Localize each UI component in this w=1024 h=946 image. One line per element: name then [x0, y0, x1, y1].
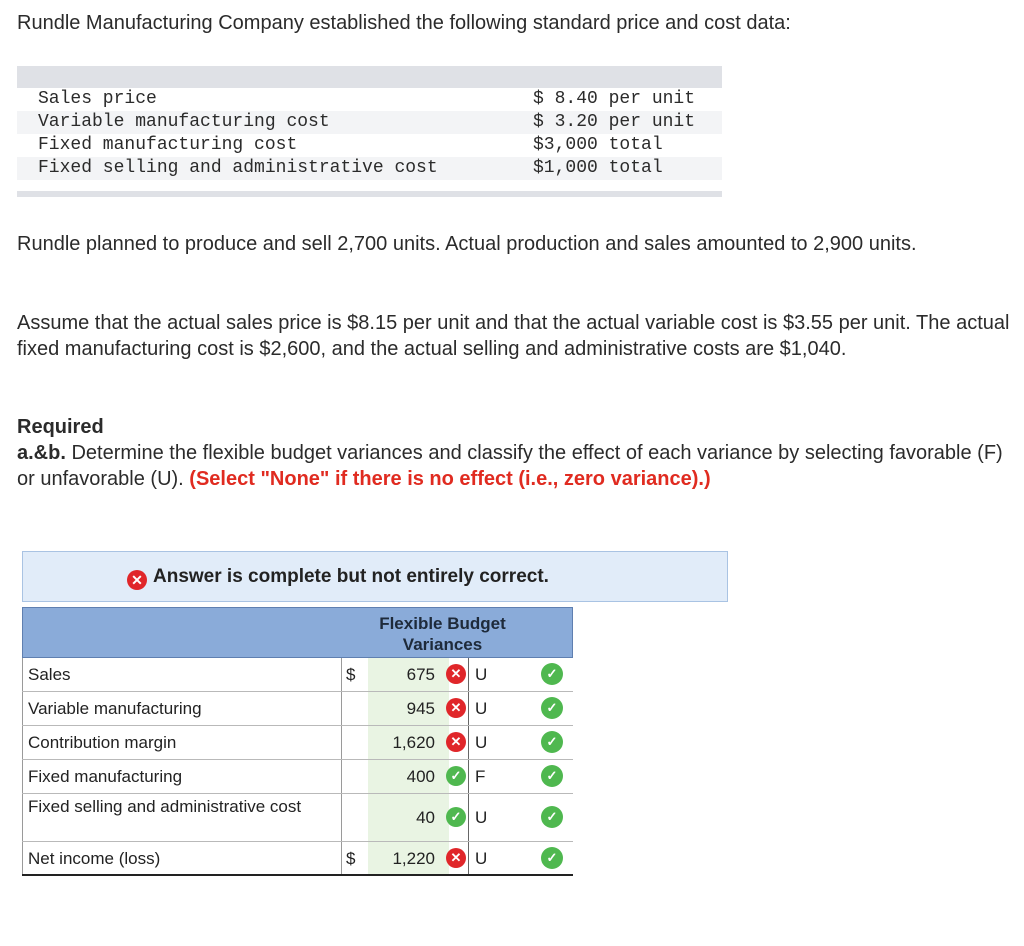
std-value: $1,000 total	[533, 158, 663, 178]
row-label: Sales	[28, 665, 71, 684]
x-circle-icon: ✕	[127, 570, 147, 590]
dollar-sign: $	[346, 849, 356, 868]
effect-select[interactable]	[468, 842, 512, 874]
effect-value: U	[475, 733, 488, 752]
amount-input[interactable]	[368, 726, 449, 759]
amount-value: 945	[406, 699, 435, 718]
correct-check-icon: ✓	[541, 697, 563, 719]
std-row	[17, 157, 722, 180]
amount-value: 40	[416, 808, 435, 827]
required-section	[17, 414, 1012, 492]
standard-cost-table	[17, 66, 722, 197]
std-label: Fixed selling and administrative cost	[38, 158, 438, 178]
incorrect-icon: ✕	[446, 848, 466, 868]
std-row	[17, 88, 722, 111]
effect-value: U	[475, 665, 488, 684]
dollar-sign: $	[346, 665, 356, 684]
amount-value: 1,220	[392, 849, 435, 868]
effect-value: U	[475, 699, 488, 718]
row-label: Variable manufacturing	[28, 699, 202, 718]
std-value: $ 8.40 per unit	[533, 89, 696, 109]
amount-value: 400	[406, 767, 435, 786]
table-bottom-bar	[17, 191, 722, 197]
banner-message	[127, 566, 549, 590]
amount-input[interactable]	[368, 692, 449, 725]
variance-table	[22, 607, 573, 875]
required-title: Required	[17, 416, 104, 438]
incorrect-icon: ✕	[446, 732, 466, 752]
std-label: Sales price	[38, 89, 157, 109]
amount-value: 675	[406, 665, 435, 684]
table-row	[22, 692, 573, 726]
row-label-cell	[22, 726, 342, 759]
row-label-cell	[22, 760, 342, 793]
std-row	[17, 134, 722, 157]
row-label-cell	[22, 842, 342, 874]
row-label: Contribution margin	[28, 733, 177, 752]
table-row	[22, 842, 573, 876]
planned-production-text: Rundle planned to produce and sell 2,700 units. Actual production and sales amounted to 2,900 units.	[17, 233, 917, 255]
correct-check-icon: ✓	[541, 806, 563, 828]
row-label-cell	[22, 794, 342, 841]
std-value: $3,000 total	[533, 135, 663, 155]
correct-check-icon: ✓	[541, 663, 563, 685]
row-label: Fixed manufacturing	[28, 767, 183, 786]
column-header: Flexible Budget Variances	[379, 614, 506, 654]
table-row	[22, 794, 573, 842]
intro-text: Rundle Manufacturing Company established the following standard price and cost data:	[17, 12, 791, 34]
amount-input[interactable]	[368, 842, 449, 874]
instruction-text: Determine the flexible budget variances and classify the effect of each variance by selecting favorable (F) or unfavorable (U).	[17, 442, 1003, 490]
banner-text: Answer is complete but not entirely correct.	[153, 566, 549, 587]
effect-select[interactable]	[468, 692, 512, 725]
table-row	[22, 726, 573, 760]
row-label: Fixed selling and administrative cost	[28, 797, 302, 816]
amount-input[interactable]	[368, 658, 449, 691]
correct-check-icon: ✓	[541, 765, 563, 787]
effect-select[interactable]	[468, 794, 512, 841]
effect-select[interactable]	[468, 760, 512, 793]
effect-value: F	[475, 767, 486, 786]
std-label: Variable manufacturing cost	[38, 112, 330, 132]
correct-icon: ✓	[446, 766, 466, 786]
amount-value: 1,620	[392, 733, 435, 752]
incorrect-icon: ✕	[446, 698, 466, 718]
correct-icon: ✓	[446, 807, 466, 827]
row-label-cell	[22, 692, 342, 725]
effect-select[interactable]	[468, 658, 512, 691]
table-top-bar	[17, 66, 722, 88]
required-instruction	[17, 440, 1012, 492]
instruction-note: (Select "None" if there is no effect (i.e., zero variance).)	[189, 468, 711, 490]
row-label-cell	[22, 658, 342, 691]
actual-costs-text: Assume that the actual sales price is $8.15 per unit and that the actual variable cost is $3.55 per unit. The actual fixed manufacturing cost is $2,600, and the actual selling and administrative costs are $1,040.	[17, 312, 1010, 360]
std-value: $ 3.20 per unit	[533, 112, 696, 132]
amount-input[interactable]	[368, 760, 449, 793]
correct-check-icon: ✓	[541, 731, 563, 753]
effect-select[interactable]	[468, 726, 512, 759]
effect-value: U	[475, 849, 488, 868]
row-label: Net income (loss)	[28, 849, 161, 868]
table-header	[22, 607, 573, 658]
table-row	[22, 760, 573, 794]
effect-value: U	[475, 808, 488, 827]
correct-check-icon: ✓	[541, 847, 563, 869]
incorrect-icon: ✕	[446, 664, 466, 684]
table-row	[22, 658, 573, 692]
part-label: a.&b.	[17, 442, 66, 464]
result-banner	[22, 551, 728, 602]
amount-input[interactable]	[368, 794, 449, 841]
std-row	[17, 111, 722, 134]
std-label: Fixed manufacturing cost	[38, 135, 298, 155]
